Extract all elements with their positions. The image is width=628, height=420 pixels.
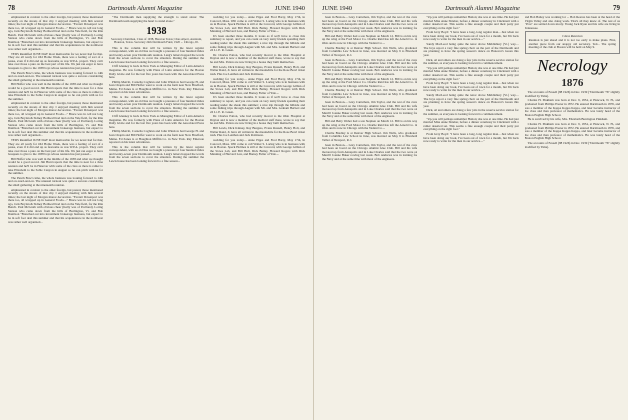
paragraph: TEDS Reunified JUNE DAY most memorable for we never had for that. They are all ready for Old Home Week, there was a feeling of sort of a pause, even if it did end up as fearsome as was W.P.A. project. They can't take over those a pure on the best part of his life. We just ran eager to have bouquets to give to the 1938 boys whose reunion has just passed... — [8, 137, 103, 157]
paragraph: Cliff Glenney is back in New York as Managing Editor of Latin America magazine. He was formerly with Plans of Latin America for the Boston Daily Globe and for the last five years has been with the Associated Press here. — [109, 64, 204, 80]
paragraph: Charles H. Pinkham was born at Dec. 9, 1854, at Hancock, N. H., and graduated from Phillips Exeter in 1872. He entered Dartmouth in 1876, and was a member of the Kappa Kappa Kappa, and later became instructor of the class and then professor of mathematics. He was lately head of the Boston English High School. — [524, 98, 620, 117]
class-year-heading: 1938 — [146, 26, 167, 38]
paragraph: It's been another three months. It looks as if we'll have to close this summary to report, and you can count on very tastty friends spending their reading under the shade this summer; a nice trip through the hillside and some fishing trips through August with Mr. and Mrs. Graham Herbert and 2d Lt. E. R. Green. — [210, 33, 305, 53]
right-columns — [322, 16, 620, 420]
paragraph: Dr. Charles Patton, who had recently moved to the Ohio Hospital at Dayton and is now a member of the medical staff there, wrote to say that he and Mrs. Patton are now living in a house they built themselves. — [210, 114, 305, 126]
right-issue-date: JUNE 1940 — [322, 5, 352, 12]
paragraph: The accounts of Fessell (88 1926) in Dec. 1939 ("Dartmouth '76" slightly modified by Time). — [524, 90, 620, 98]
left-column-3 — [210, 16, 305, 420]
paragraph: He is survived by his wife, Mrs. Elizabeth Burrington Pinkham. — [527, 117, 608, 122]
paragraph: From Jerry Boyd: "I have been a long, long regular man... Just when we have been doing our book, I've been out of town for a month, but I'm back now ready to write for the men in our service...." — [423, 30, 519, 42]
paragraph: Charles H. Pinkham was born at Dec. 9, 1854, at Hancock, N. H., and graduated from Phillips Exeter in 1872. He entered Dartmouth in 1876, and was a member of the Kappa Kappa Kappa, and later became instructor of the class and then professor of mathematics. He was lately head of the Boston English High School. — [524, 122, 620, 141]
paragraph: been in Boston.... Gray Carruthers, Jim Taylor, and the rest of the crew had been on board on the Chicago Alumni Glee Club. Bill and his wife motored up from Annapolis and in Lake Charles said that the two were on Merrill Joanne Baker rowing last week. Bob Andrews was in training for the Navy and at the same time with most of the engineers. — [322, 57, 418, 76]
necrology-year: 1876 — [561, 77, 584, 90]
class-secretary-info: Secretary-Chairman, Class of 1938, Hanover Texas; Chas Alpert, Assistant, Houston, Texas. Secretary 24th Dartmouth Fund, 1920 ... Chicago, Ill. — [111, 37, 202, 45]
paragraph: The Punch Bowl came, the whole business was looking forward to 14th and on-ward-and-on. The unusual turnout was quite a success considering the small gathering at the nineteenth reunion. — [8, 70, 103, 82]
paragraph: Sandy MacLeod being quite the tenor above Middlebury (Vt.) way.... The boys report a very fine spring choir on the part of the Dartmouth and are planning to have the spring season's dance on Hanover's Green this year. — [423, 93, 519, 108]
paragraph: Dr. Charles Patton, who had recently moved to the Ohio Hospital at Dayton and is now a member of the medical staff there, wrote to say that he and Mrs. Patton are now living in a house they built themselves. — [210, 52, 305, 64]
paragraph: Phillip Merritt, Cornelia Cogbrun and John Winslow had George H. and Jean Chapin and Bill Hoffer went to work on the farm near New Bradford, Maine. Ed Zanes is at Houghton Mifflin Co. in New York. Ray Emerson reported on his latest adventures. — [109, 129, 204, 145]
paragraph: "Up-you will perhaps remember Hutton; she was at one time. He had just married Miss Anne Shieber, before a dinner ceremony in Cincinnati with a rather deserted set. This seems a fine enough couple and their party put everything on the right foot." — [423, 16, 519, 30]
left-issue-date: JUNE 1940 — [274, 5, 305, 12]
paragraph: This is the column that will be written by the latest regular correspondent, with an old line we bought a pressure of four hundred miles and twenty-seven year Dartmouth reunion. Lang's letters hopped the words from the seven sections to cover the situation. During the summer the Lewis house has been looking forward to a fine season... — [109, 144, 204, 164]
paragraph: emphasized in contrast to the other foreign, but pasted, those mentioned recently on the streets of that city. I enjoyed meeting with him several times; the last night of Morgan manor decoration. "Everett Davenport was there too, all wrapped up in General Foods...." Bruce was in cell not long ago, Jack Boylan & Sidney Bothwell had tied on the Yale field, for the Rite Bench. Paul McGrath with obvious cheer (Kelly was of Portland). Loring Stetson who came down from the hills of Burlington, Vt. and Bob Danilson "Branched out into investment brokerage business, but expect to be in soft foot deal this summer and that his acquaintance in the northwest was rather well organized... — [8, 16, 103, 51]
left-column-2 — [109, 16, 204, 420]
paragraph: Dick, Al and others are doing a few jobs in the reserve service station for the summer, as everyone is looking forward to commencement. — [423, 108, 519, 116]
right-page-header — [322, 4, 620, 14]
paragraph: Cliff Glenney is back in New York as Managing Editor of Latin America magazine. He was formerly with Plans of Latin America for the Boston Daily Globe and for the last five years has been with the Associated Press here. — [109, 114, 204, 129]
notice-title: Class Reunion — [562, 34, 583, 39]
left-page-number: 78 — [8, 4, 15, 12]
paragraph: This is the column that will be written by the latest regular correspondent, with an old line we bought a pressure of four hundred miles and twenty-seven year Dartmouth reunion. Lang's letters hopped the words from the seven sections to cover the situation. During the summer the Lewis house has been looking forward to a fine season... — [109, 45, 204, 64]
necrology-heading: Necrology — [537, 56, 608, 76]
paragraph: emphasized in contrast to the other foreign, but pasted, those mentioned recently on the streets of that city. I enjoyed meeting with him several times; the last night of Morgan manor decoration. "Everett Davenport was there too, all wrapped up in General Foods...." Bruce was in cell not long ago, Jack Boylan & Sidney Bothwell had tied on the Yale field, for the Rite Bench. Paul McGrath with obvious cheer (Kelly was of Portland). Loring Stetson who came down from the hills of Burlington, Vt. and Bob Danilson "Branched out into investment brokerage business, but expect to be in soft foot deal this summer and that his acquaintance in the northwest was rather well organized... — [8, 187, 103, 224]
right-column-3 — [525, 16, 620, 420]
right-magazine-title: Dartmouth Alumni Magazine — [445, 5, 520, 12]
paragraph: wedding for you today.... Anne Pipps and Fred Harry, May 17th, in Concord, Mass. Will come to call Walter S. Loring who is in business with us in Boston. Speck Holmes is still at the Concord, with George Gillian of the Stowe Lab, and Bill Hull, Dick Bailey, Howard Rogers with Dick Manning of Harvard Law, and Barney Fuller of Yale.... — [210, 138, 305, 157]
notice-text: Reunion is just ahead and it is not too early to make plans. First, another piece from our snappy old secretary. Ted... The spring meeting of the club at Boston will be held on May 9. — [528, 38, 616, 50]
paragraph: The accounts of Fessell (88 1926) in Dec. 1939 ("Dartmouth '76" slightly modified by Time). — [524, 141, 620, 149]
left-columns — [8, 16, 305, 420]
left-page-header — [8, 4, 305, 14]
paragraph: From Jerry Boyd: "I have been a long, long regular man... Just when we have been doing our book, I've been out of town for a month, but I'm back now ready to write for the men in our service...." — [423, 81, 519, 93]
paragraph: and Bob Bailey was working for ... Bob Reeves has been at the head of the Virgin Valley and also doing work. That's all they knew of. The rest of us "Pros" are settled down nicely. Young Jack Ryan and his wife are living in Tennessee. — [524, 16, 620, 30]
paragraph: Bill and Betty Weber had a son Stephen on March 12. Bill is on his way up the wing at the Ford Motor Co. Charlie Reid has left the Arnold Co. in Ohio and is now in Chicago with the Vadant Co.... — [322, 33, 418, 46]
paragraph: Bill and Betty Weber had a son Stephen on March 12. Bill is on his way up the wing at the Ford Motor Co. Charlie Reid has left the Arnold Co. in Ohio and is now in Chicago with the Vadant Co.... — [322, 76, 418, 88]
paragraph: Bill and Betty Weber had a son Stephen on March 12. Bill is on his way up the wing at the Ford Motor Co. Charlie Reid has left the Arnold Co. in Ohio and is now in Chicago with the Vadant Co.... — [322, 119, 418, 131]
paragraph: emphasized in contrast to the other foreign, but pasted, those mentioned recently on the streets of that city. I enjoyed meeting with him several times; the last night of Morgan manor decoration. "Everett Davenport was there too, all wrapped up in General Foods...." Bruce was in cell not long ago, Jack Boylan & Sidney Bothwell had tied on the Yale field, for the Rite Bench. Paul McGrath with obvious cheer (Kelly was of Portland). Loring Stetson who came down from the hills of Burlington, Vt. and Bob Danilson "Branched out into investment brokerage business, but expect to be in soft foot deal this summer and that his acquaintance in the northwest was rather well organized... — [8, 101, 103, 138]
paragraph: Bill Lewis, Dick Kinney, Ray Burgess, Evans Russell, Henry Holt, and Walter Rand, Jr. have all written in the meanwhile for the Rose Bowl ticket rush. Plus Joe Lenihan and Jack Robinson. — [210, 64, 305, 76]
paragraph: wedding for you today.... Anne Pipps and Fred Harry, May 17th, in Concord, Mass. Will come to call Walter S. Loring who is in business with us in Boston. Speck Holmes is still at the Concord, with George Gillian of the Stowe Lab, and Bill Hull, Dick Bailey, Howard Rogers with Dick Manning of Harvard Law, and Barney Fuller of Yale.... — [210, 76, 305, 95]
paragraph: Charlie Bradley is at Denver High School. Jim Wells, who graduated from Columbia Law School in June, was married on May 9 to Elizabeth Talbot of Newport, R. I. — [322, 130, 418, 142]
paragraph: been in Boston.... Gray Carruthers, Jim Taylor, and the rest of the crew had been on board on the Chicago Alumni Glee Club. Bill and his wife motored up from Annapolis and in Lake Charles said that the two were on Merrill Joanne Baker rowing last week. Bob Andrews was in training for the Navy and at the same time with most of the engineers. — [322, 16, 418, 34]
paragraph: "The Dartmouth men supplying the strength to stand alone: The Dartmouth team supplying the heart to stand alone." — [109, 16, 204, 23]
paragraph: Charlie Bradley is at Denver High School. Jim Wells, who graduated from Columbia Law School in June, was married on May 9 to Elizabeth Talbot of Newport, R. I. — [322, 45, 418, 57]
paragraph: TEDS Reunified JUNE DAY most memorable for we never had for that. They are all ready for Old Home Week, there was a feeling of sort of a pause, even if it did end up as fearsome as was W.P.A. project. They can't take over those a pure on the best part of his life. We just ran eager to have bouquets to give to the 1938 boys whose reunion has just passed... — [8, 51, 103, 70]
paragraph: "Up-you will perhaps remember Hutton; she was at one time. He had just married Miss Anne Shieber, before a dinner ceremony in Cincinnati with a rather deserted set. This seems a fine enough couple and their party put everything on the right foot." — [423, 116, 519, 132]
paragraph: From Jerry Boyd: "I have been a long, long regular man... Just when we have been doing our book, I've been out of town for a month, but I'm back now ready to write for the men in our service...." — [423, 132, 519, 144]
paragraph: Bill Hoffer who was well in the middle of the 1938 and what we thought would be a good record. Jim Hurd reports that the time is near for a June reunion and he'll be in Hanover with some of the class as there is rather to take Elizabeth to the Sable Canyon in August so he can pitch with us for the summer. — [8, 156, 103, 176]
left-column-1 — [8, 16, 103, 420]
paragraph: been in Boston.... Gray Carruthers, Jim Taylor, and the rest of the crew had been on board on the Chicago Alumni Glee Club. Bill and his wife motored up from Annapolis and in Lake Charles said that the two were on Merrill Joanne Baker rowing last week. Bob Andrews was in training for the Navy and at the same time with most of the engineers. — [322, 100, 418, 119]
right-column-1 — [322, 16, 417, 420]
paragraph: Sandy MacLeod being quite the tenor above Middlebury (Vt.) way.... The boys report a very fine spring choir on the part of the Dartmouth and are planning to have the spring season's dance on Hanover's Green this year. — [423, 42, 519, 57]
right-page-number: 79 — [612, 4, 620, 12]
paragraph: This is the column that will be written by the latest regular correspondent, with an old line we bought a pressure of four hundred miles and twenty-seven year Dartmouth reunion. Lang's letters hopped the words from the seven sections to cover the situation. During the summer the Lewis house has been looking forward to a fine season... — [109, 95, 204, 114]
paragraph: The Punch Bowl came, the whole business was looking forward to 14th and on-ward-and-on. The unusual turnout was quite a success considering the small gathering at the nineteenth reunion. — [8, 175, 103, 187]
paragraph: Charlie Bradley is at Denver High School. Jim Wells, who graduated from Columbia Law School in June, was married on May 9 to Elizabeth Talbot of Newport, R. I. — [322, 88, 418, 100]
paragraph: been in Boston.... Gray Carruthers, Jim Taylor, and the rest of the crew had been on board on the Chicago Alumni Glee Club. Bill and his wife motored up from Annapolis and in Lake Charles said that the two were on Merrill Joanne Baker rowing last week. Bob Andrews was in training for the Navy and at the same time with most of the engineers. — [322, 142, 418, 161]
paragraph: It's been another three months. It looks as if we'll have to close this summary to report, and you can count on very tastty friends spending their reading under the shade this summer; a nice trip through the hillside and some fishing trips through August with Mr. and Mrs. Graham Herbert and 2d Lt. E. R. Green. — [210, 95, 305, 114]
right-column-2 — [423, 16, 518, 420]
notice-box — [525, 31, 620, 54]
paragraph: wedding for you today.... Anne Pipps and Fred Harry, May 17th, in Concord, Mass. Will come to call Walter S. Loring who is in business with us in Boston. Speck Holmes is still at the Concord, with George Gillian of the Stowe Lab, and Bill Hull, Dick Bailey, Howard Rogers with Dick Manning of Harvard Law, and Barney Fuller of Yale.... — [210, 16, 305, 34]
paragraph: Bill Hoffer who was well in the middle of the 1938 and what we thought would be a good record. Jim Hurd reports that the time is near for a June reunion and he'll be in Hanover with some of the class as there is rather to take Elizabeth to the Sable Canyon in August so he can pitch with us for the summer. — [8, 82, 103, 101]
paragraph: Dick, Al and others are doing a few jobs in the reserve service station for the summer, as everyone is looking forward to commencement. — [423, 57, 519, 66]
paragraph: Bill Lewis, Dick Kinney, Ray Burgess, Evans Russell, Henry Holt, and Walter Rand, Jr. have all written in the meanwhile for the Rose Bowl ticket rush. Plus Joe Lenihan and Jack Robinson. — [210, 126, 305, 138]
paragraph: "Up-you will perhaps remember Hutton; she was at one time. He had just married Miss Anne Shieber, before a dinner ceremony in Cincinnati with a rather deserted set. This seems a fine enough couple and their party put everything on the right foot." — [423, 65, 519, 81]
right-page — [314, 0, 628, 420]
left-magazine-title: Dartmouth Alumni Magazine — [107, 5, 183, 12]
paragraph: Phillip Merritt, Cornelia Cogbrun and John Winslow had George H. and Jean Chapin and Bill Hoffer went to work on the farm near New Bradford, Maine. Ed Zanes is at Houghton Mifflin Co. in New York. Ray Emerson reported on his latest adventures. — [109, 79, 204, 95]
